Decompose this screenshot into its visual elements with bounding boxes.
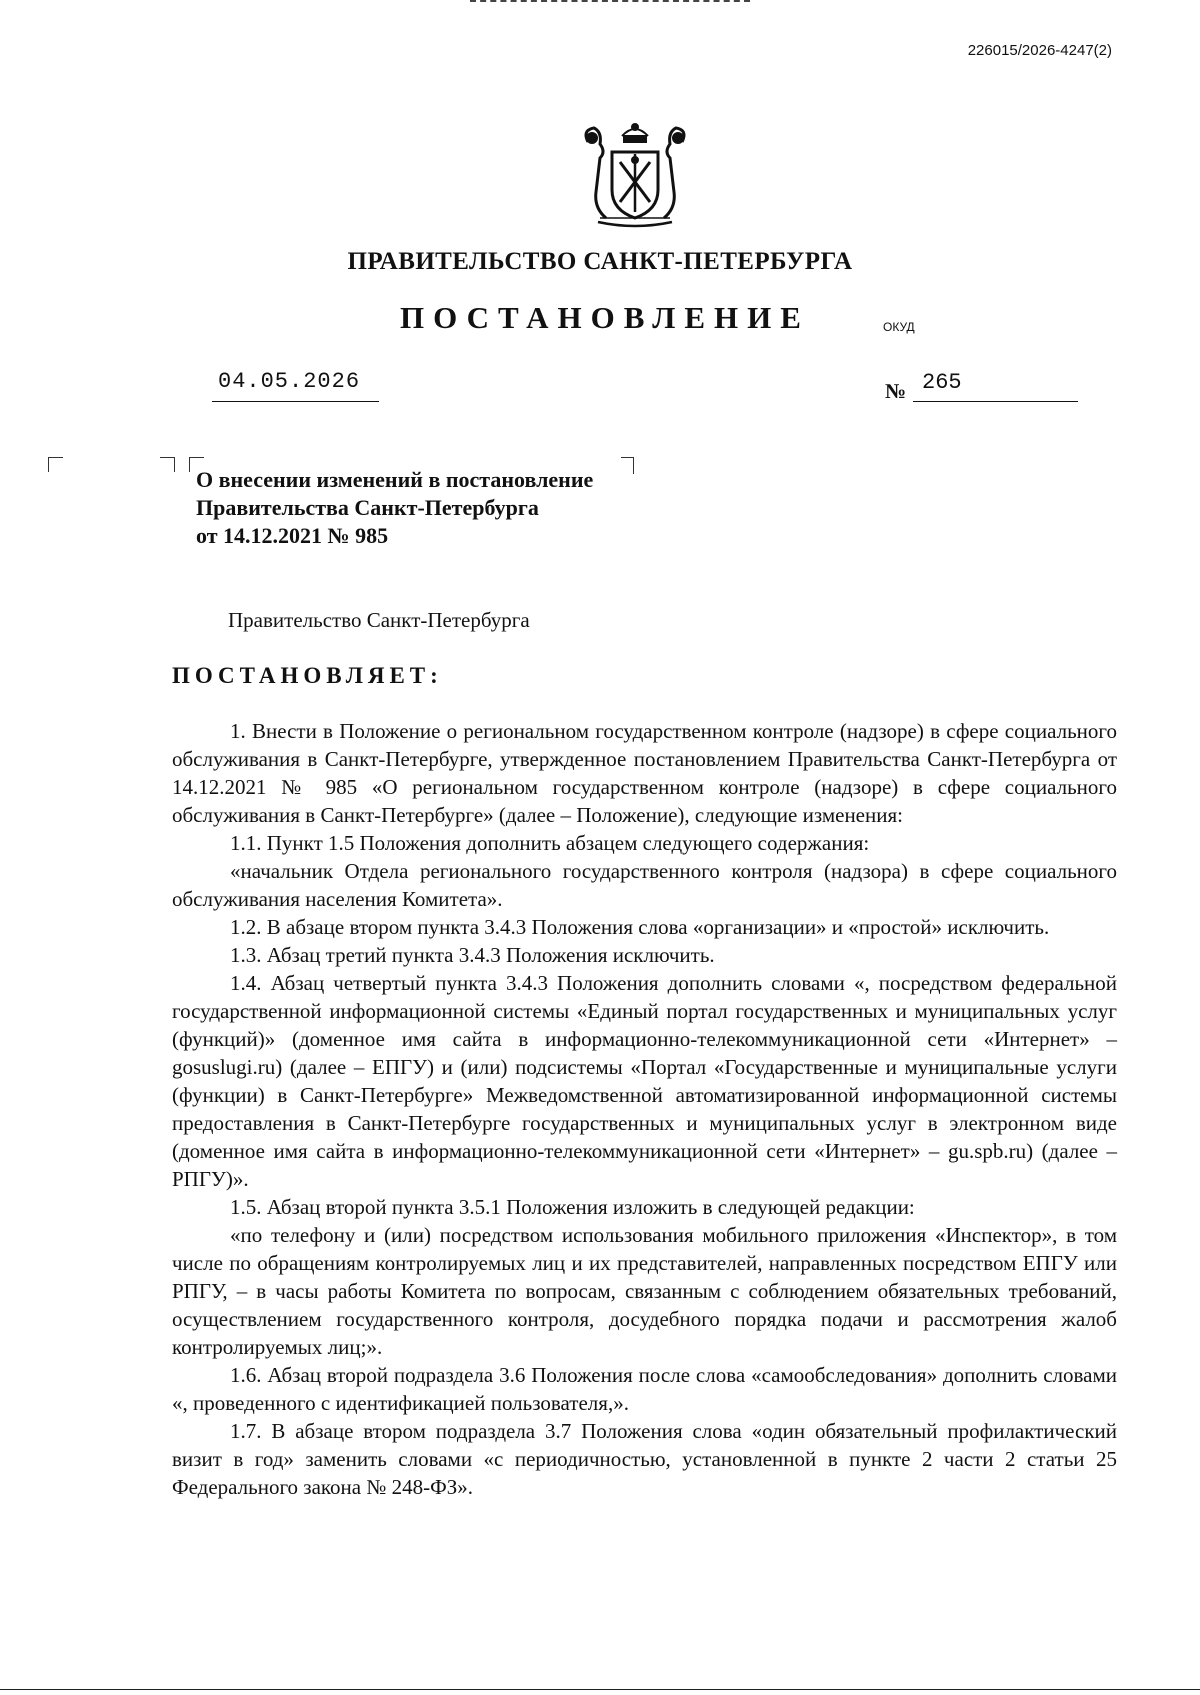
paragraph: 1.4. Абзац четвертый пункта 3.4.3 Положения дополнить словами «, посредством федеральной государственной информационной системы «Единый портал государственных и муниципальных услуг (функций)» (доменное имя сайта в информационно-телекоммуникационной сети «Интернет» – gosuslugi.ru) (далее – ЕПГУ) и (или) подсистемы «Портал «Государственные и муниципальные услуги (функции) в Санкт-Петербурге» Межведомственной автоматизированной информационной системы предоставления в Санкт-Петербурге государственных и муниципальных услуг в электронном виде (доменное имя сайта в информационно-телекоммуникационной сети «Интернет» – gu.spb.ru) (далее – РПГУ)».	[172, 971, 1117, 1191]
decree-subject	[196, 466, 656, 550]
resolves-heading: ПОСТАНОВЛЯЕТ:	[172, 663, 443, 688]
paragraph: «начальник Отдела регионального государственного контроля (надзора) в сфере социального обслуживания населения Комитета».	[172, 859, 1117, 911]
paragraph: 1.3. Абзац третий пункта 3.4.3 Положения исключить.	[230, 943, 715, 967]
margin-corner-mark	[48, 457, 63, 472]
paragraph: «по телефону и (или) посредством использования мобильного приложения «Инспектор», в том числе по обращениям контролируемых лиц и их представителей, направленных посредством ЕПГУ или РПГУ, – в часы работы Комитета по вопросам, связанным с соблюдением обязательных требований, осуществлением государственного контроля, досудебного порядка подачи и рассмотрения жалоб контролируемых лиц;».	[172, 1223, 1117, 1359]
okud-label: ОКУД	[883, 320, 915, 334]
paragraph: 1.1. Пункт 1.5 Положения дополнить абзацем следующего содержания:	[230, 831, 870, 855]
subject-line: от 14.12.2021 № 985	[196, 523, 389, 548]
top-scan-mark	[470, 0, 750, 2]
paragraph: 1.6. Абзац второй подраздела 3.6 Положения после слова «самообследования» дополнить словами «, проведенного с идентификацией пользователя,».	[172, 1363, 1117, 1415]
number-underline	[913, 401, 1078, 402]
document-registration-id: 226015/2026-4247(2)	[967, 42, 1112, 59]
number-sign: №	[885, 379, 907, 403]
preamble: Правительство Санкт-Петербурга	[228, 608, 530, 632]
bottom-scan-rule	[0, 1689, 1200, 1690]
paragraph: 1.5. Абзац второй пункта 3.5.1 Положения изложить в следующей редакции:	[230, 1195, 915, 1219]
coat-of-arms-icon	[580, 122, 690, 228]
decree-body	[172, 717, 1117, 1501]
paragraph: 1.7. В абзаце втором подраздела 3.7 Положения слова «один обязательный профилактический визит в год» заменить словами «с периодичностью, установленной в пункте 2 части 2 статьи 25 Федерального закона № 248-ФЗ».	[172, 1419, 1117, 1499]
paragraph: 1. Внести в Положение о региональном государственном контроле (надзоре) в сфере социального обслуживания в Санкт-Петербурге, утвержденное постановлением Правительства Санкт-Петербурга от 14.12.2021 № 985 «О региональном государственном контроле (надзоре) в сфере социального обслуживания в Санкт-Петербурге» (далее – Положение), следующие изменения:	[172, 719, 1117, 827]
subject-line: О внесении изменений в постановление	[196, 467, 594, 492]
decree-number: 265	[922, 370, 962, 395]
subject-corner-mark-left-outer	[160, 457, 175, 472]
decree-date: 04.05.2026	[218, 369, 361, 394]
document-type-title: ПОСТАНОВЛЕНИЕ	[400, 300, 810, 335]
paragraph: 1.2. В абзаце втором пункта 3.4.3 Положения слова «организации» и «простой» исключить.	[230, 915, 1050, 939]
government-title: ПРАВИТЕЛЬСТВО САНКТ-ПЕТЕРБУРГА	[347, 248, 853, 275]
subject-line: Правительства Санкт-Петербурга	[196, 495, 539, 520]
date-underline	[212, 401, 379, 402]
